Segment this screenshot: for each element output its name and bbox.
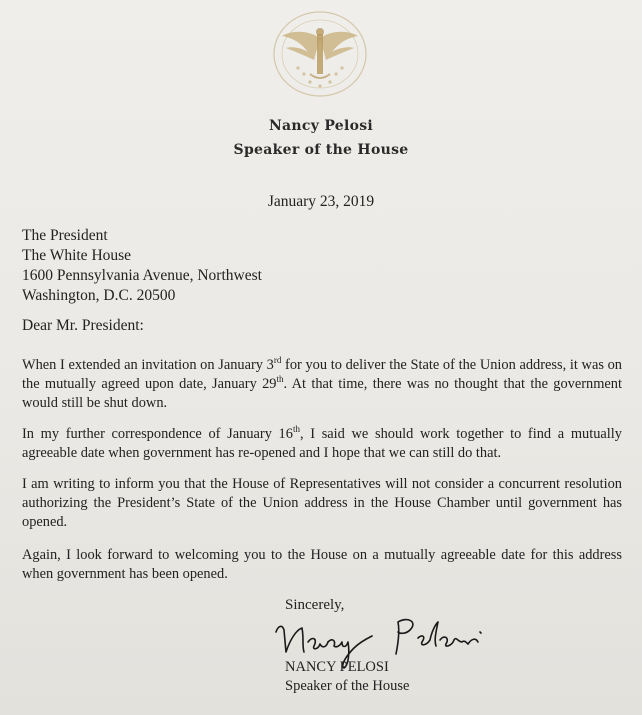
recipient-line: 1600 Pennsylvania Avenue, Northwest — [22, 267, 262, 284]
ordinal-suffix: rd — [273, 355, 282, 366]
letterhead-name: Nancy Pelosi — [268, 118, 374, 134]
text-run: for you to deliver the State of the Union address, it was on the mutually agreed upon date, January 29 — [22, 357, 622, 392]
letterhead-title: Speaker of the House — [233, 142, 409, 158]
recipient-line: The President — [22, 227, 108, 244]
paragraph-closing: Again, I look forward to welcoming you to the House on a mutually agreeable date for this address when government has been opened. — [22, 547, 622, 582]
text-run: . At that time, there was no thought that the government would still be shut down. — [22, 376, 623, 411]
paragraph-invitation — [22, 356, 622, 413]
eagle-seal-icon — [268, 8, 372, 100]
recipient-address — [22, 226, 262, 306]
recipient-line: The White House — [22, 247, 132, 264]
text-run: In my further correspondence of January 16 — [22, 426, 293, 442]
closing-phrase: Sincerely, — [285, 597, 345, 613]
signer-block — [285, 658, 409, 696]
recipient-line: Washington, D.C. 20500 — [22, 287, 176, 304]
paragraph-resolution: I am writing to inform you that the House of Representatives will not consider a concurrent resolution authorizing the President’s State of the Union address in the House Chamber until government has opened. — [22, 476, 622, 530]
ordinal-suffix: th — [292, 424, 300, 435]
letter-date: January 23, 2019 — [267, 193, 375, 210]
text-run: , I said we should work together to find a mutually agreeable date when government has re-opened and I hope that we can still do that. — [22, 426, 622, 461]
salutation: Dear Mr. President: — [22, 317, 144, 334]
paragraph-correspondence — [22, 425, 622, 463]
text-run: When I extended an invitation on January 3 — [22, 357, 274, 373]
ordinal-suffix: th — [276, 374, 284, 385]
signer-title: Speaker of the House — [285, 678, 410, 694]
signer-name: NANCY PELOSI — [285, 659, 389, 675]
